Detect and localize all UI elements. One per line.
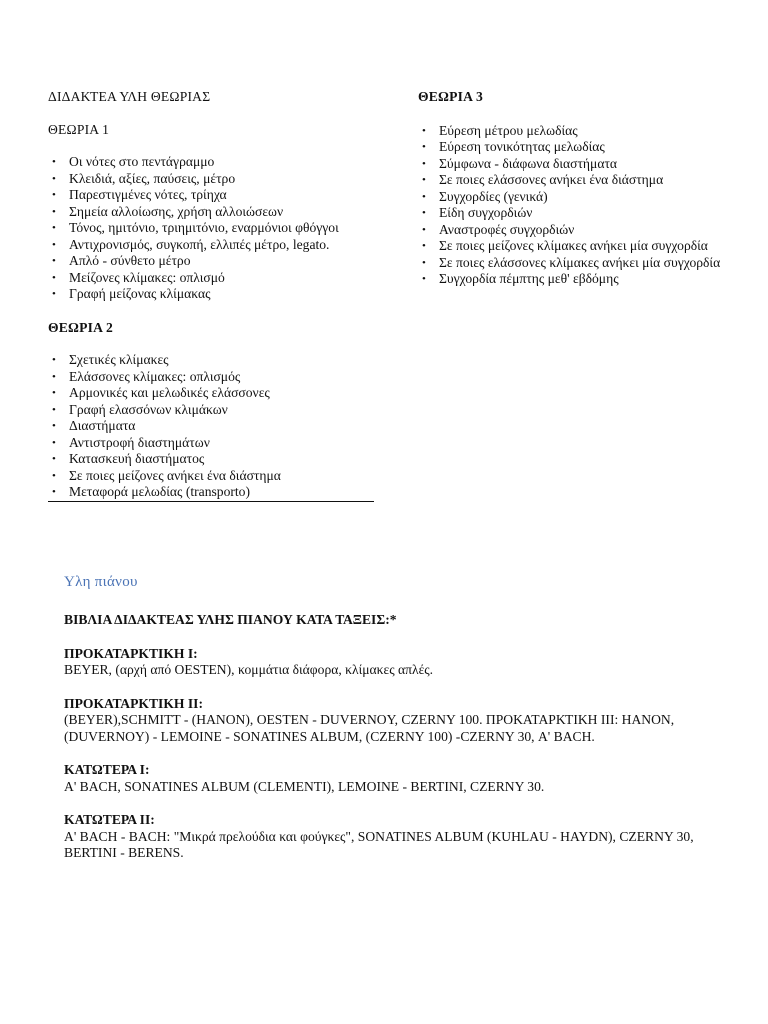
- piano-level-section: [64, 812, 724, 862]
- list-item: • Γραφή μείζονας κλίμακας: [48, 286, 388, 303]
- piano-level-section: [64, 646, 724, 679]
- list-item: • Ελάσσονες κλίμακες: οπλισμός: [48, 369, 388, 386]
- list-item: • Σε ποιες ελάσσονες κλίμακες ανήκει μία συγχορδία: [418, 255, 738, 272]
- list-item: • Αρμονικές και μελωδικές ελάσσονες: [48, 385, 388, 402]
- level-title: ΠΡΟΚΑΤΑΡΚΤΙΚΗ ΙΙ:: [64, 695, 203, 711]
- list-item: • Αντιστροφή διαστημάτων: [48, 435, 388, 452]
- level-title: ΚΑΤΩΤΕΡΑ ΙΙ:: [64, 812, 155, 827]
- left-column: [48, 89, 388, 502]
- theory-2-heading: ΘΕΩΡΙΑ 2: [48, 319, 113, 335]
- list-item: • Διαστήματα: [48, 418, 388, 435]
- theory-2-list: [48, 352, 388, 502]
- list-item: • Συγχορδία πέμπτης μεθ' εβδόμης: [418, 271, 738, 288]
- piano-level-section: [64, 696, 724, 746]
- level-text: BEYER, (αρχή από OESTEN), κομμάτια διάφορα, κλίμακες απλές.: [64, 662, 434, 677]
- list-item: • Τόνος, ημιτόνιο, τριημιτόνιο, εναρμόνιοι φθόγγοι: [48, 220, 388, 237]
- theory-1-list: [48, 154, 388, 303]
- list-item: • Σε ποιες ελάσσονες ανήκει ένα διάστημα: [418, 172, 738, 189]
- level-title: ΚΑΤΩΤΕΡΑ Ι:: [64, 762, 150, 777]
- level-text: (BEYER),SCHMITT - (HANON), OESTEN - DUVERNOY, CZERNY 100. ΠΡΟΚΑΤΑΡΚΤΙΚΗ ΙΙΙ: HANON, (DUVERNOY) - LEMOINE - SONATINES ALBUM, (CZERNY 100) -CZERNY 30, Α' BACH.: [64, 712, 675, 744]
- list-item: • Αναστροφές συγχορδιών: [418, 222, 738, 239]
- list-item: • Κλειδιά, αξίες, παύσεις, μέτρο: [48, 171, 388, 188]
- list-item: • Σύμφωνα - διάφωνα διαστήματα: [418, 156, 738, 173]
- list-item: • Απλό - σύνθετο μέτρο: [48, 253, 388, 270]
- list-item: • Αντιχρονισμός, συγκοπή, ελλιπές μέτρο, legato.: [48, 237, 388, 254]
- list-item: • Οι νότες στο πεντάγραμμο: [48, 154, 388, 171]
- theory-3-list: [418, 123, 738, 288]
- list-item: • Σε ποιες μείζονες κλίμακες ανήκει μία συγχορδία: [418, 238, 738, 255]
- list-item: • Μείζονες κλίμακες: οπλισμό: [48, 270, 388, 287]
- theory-1-heading: ΘΕΩΡΙΑ 1: [48, 121, 110, 137]
- right-column: [418, 89, 738, 288]
- list-item: • Σε ποιες μείζονες ανήκει ένα διάστημα: [48, 468, 388, 485]
- list-item: • Σημεία αλλοίωσης, χρήση αλλοιώσεων: [48, 204, 388, 221]
- list-item: • Συγχορδίες (γενικά): [418, 189, 738, 206]
- list-item: • Εύρεση τονικότητας μελωδίας: [418, 139, 738, 156]
- list-item: • Γραφή ελασσόνων κλιμάκων: [48, 402, 388, 419]
- list-item: • Μεταφορά μελωδίας (transporto): [48, 484, 374, 502]
- piano-section-title: Υλη πιάνου: [64, 574, 138, 590]
- level-title: ΠΡΟΚΑΤΑΡΚΤΙΚΗ Ι:: [64, 645, 198, 661]
- document-heading: ΔΙΔΑΚΤΕΑ ΥΛΗ ΘΕΩΡΙΑΣ: [48, 89, 211, 104]
- piano-intro-heading: ΒΙΒΛΙΑ ΔΙΔΑΚΤΕΑΣ ΥΛΗΣ ΠΙΑΝΟΥ ΚΑΤΑ ΤΑΞΕΙΣ:*: [64, 612, 397, 627]
- level-text: Α' BACH - BACH: "Μικρά πρελούδια και φούγκες", SONATINES ALBUM (KUHLAU - HAYDN), CZERNY 30, BERTINI - BERENS.: [64, 828, 694, 860]
- piano-level-section: [64, 762, 724, 795]
- level-text: Α' BACH, SONATINES ALBUM (CLEMENTI), LEMOINE - BERTINI, CZERNY 30.: [64, 778, 545, 794]
- list-item: • Παρεστιγμένες νότες, τρίηχα: [48, 187, 388, 204]
- piano-section: [64, 612, 724, 879]
- list-item: • Σχετικές κλίμακες: [48, 352, 388, 369]
- theory-3-heading: ΘΕΩΡΙΑ 3: [418, 89, 483, 104]
- list-item: • Είδη συγχορδιών: [418, 205, 738, 222]
- list-item: • Κατασκευή διαστήματος: [48, 451, 388, 468]
- list-item: • Εύρεση μέτρου μελωδίας: [418, 123, 738, 140]
